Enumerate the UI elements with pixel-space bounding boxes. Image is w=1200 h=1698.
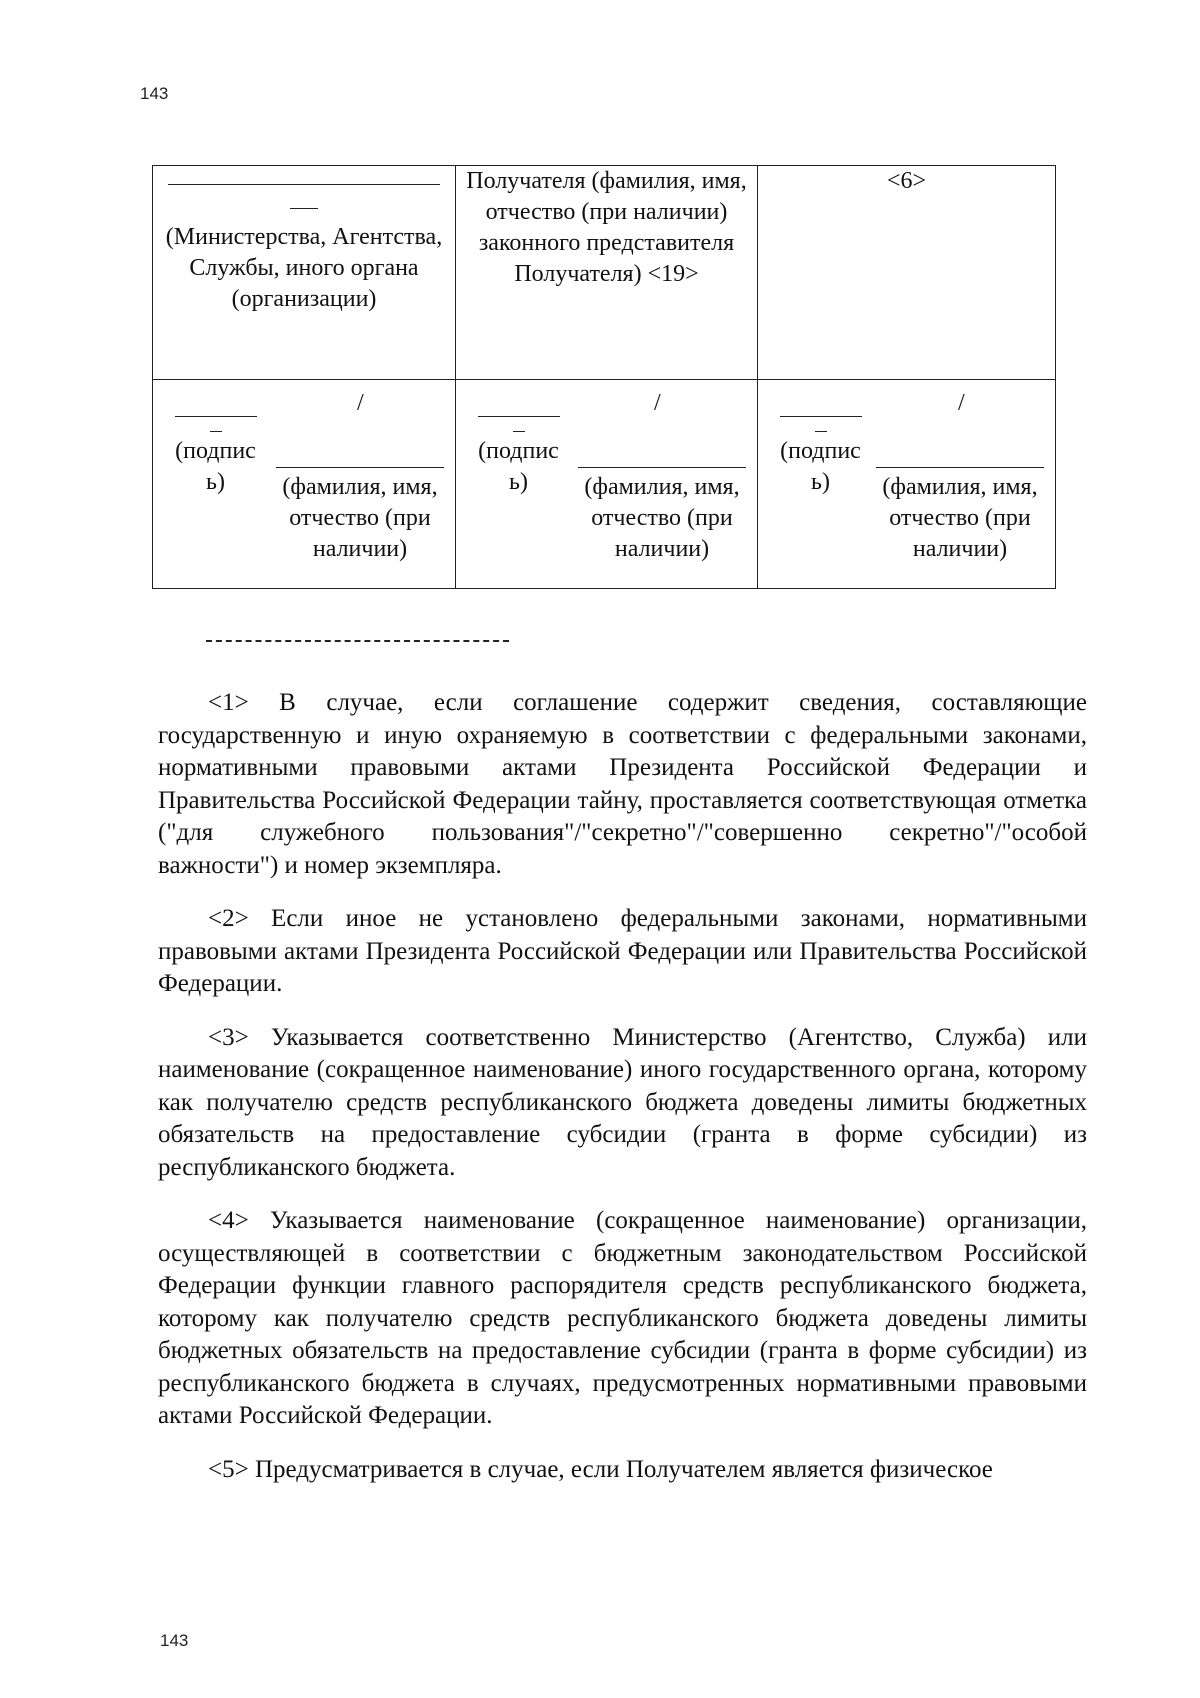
signature-cell bbox=[153, 380, 456, 589]
table-header-row bbox=[153, 166, 1056, 380]
dash-mark bbox=[815, 431, 827, 432]
footnote-4: <4> Указывается наименование (сокращенное наименование) организации, осуществляющей в соответствии с бюджетным законодательством Российской Федерации функции главного распорядителя средств республиканского бюджета, которому как получателю средств республиканского бюджета доведены лимиты бюджетных обязательств на предоставление субсидии (гранта в форме субсидии) из республиканского бюджета в случаях, предусмотренных нормативными правовыми актами Российской Федерации. bbox=[158, 1207, 1087, 1429]
signature-label: (подпис ь) bbox=[175, 438, 256, 495]
signature-label: (подпис ь) bbox=[478, 438, 559, 495]
dash-mark bbox=[513, 431, 525, 432]
header-cell-footnote bbox=[758, 166, 1056, 380]
header-footnote-ref: <6> bbox=[886, 168, 927, 194]
page-number-top: 143 bbox=[140, 84, 169, 103]
name-line bbox=[578, 467, 746, 468]
signature-cell bbox=[456, 380, 758, 589]
signature-line bbox=[175, 416, 257, 417]
page-number-bottom: 143 bbox=[160, 1631, 189, 1650]
footnote-2: <2> Если иное не установлено федеральными законами, нормативными правовыми актами Президента Российской Федерации или Правительства Российской Федерации. bbox=[158, 905, 1087, 997]
name-line bbox=[276, 467, 444, 468]
slash-separator: / bbox=[958, 390, 965, 416]
dash-mark bbox=[210, 431, 222, 432]
slash-separator: / bbox=[654, 390, 661, 416]
footnote-1: <1> В случае, если соглашение содержит сведения, составляющие государственную и иную охраняемую в соответствии с федеральными законами, нормативными правовыми актами Президента Российской Федерации и Правительства Российской Федерации тайну, проставляется соответствующая отметка ("для служебного пользования"/"секретно"/"совершенно секретно"/"особой важности") и номер экземпляра. bbox=[158, 689, 1087, 879]
header-ministry-text: (Министерства, Агентства, Службы, иного органа (организации) bbox=[165, 224, 443, 312]
table-signature-row bbox=[153, 380, 1056, 589]
signature-line bbox=[780, 416, 862, 417]
footnotes bbox=[158, 687, 1087, 1486]
header-recipient-text: Получателя (фамилия, имя, отчество (при наличии) законного представителя Получателя) <19> bbox=[466, 168, 747, 287]
header-cell-ministry bbox=[153, 166, 456, 380]
footnote-divider bbox=[206, 640, 509, 642]
signature-table bbox=[152, 165, 1056, 589]
name-label: (фамилия, имя, отчество (при наличии) bbox=[584, 474, 740, 562]
signature-rule bbox=[168, 184, 440, 185]
signature-line bbox=[478, 416, 560, 417]
signature-cell bbox=[758, 380, 1056, 589]
footnote-3: <3> Указывается соответственно Министерство (Агентство, Служба) или наименование (сокращенное наименование) иного государственного органа, которому как получателю средств республиканского бюджета доведены лимиты бюджетных обязательств на предоставление субсидии (гранта в форме субсидии) из республиканского бюджета. bbox=[158, 1023, 1087, 1181]
footnote-5: <5> Предусматривается в случае, если Получателем является физическое bbox=[208, 1455, 993, 1483]
name-label: (фамилия, имя, отчество (при наличии) bbox=[882, 474, 1038, 562]
short-rule bbox=[290, 208, 318, 209]
signature-label: (подпис ь) bbox=[780, 438, 861, 495]
header-cell-recipient bbox=[456, 166, 758, 380]
name-line bbox=[876, 467, 1044, 468]
name-label: (фамилия, имя, отчество (при наличии) bbox=[282, 474, 438, 562]
slash-separator: / bbox=[357, 390, 364, 416]
